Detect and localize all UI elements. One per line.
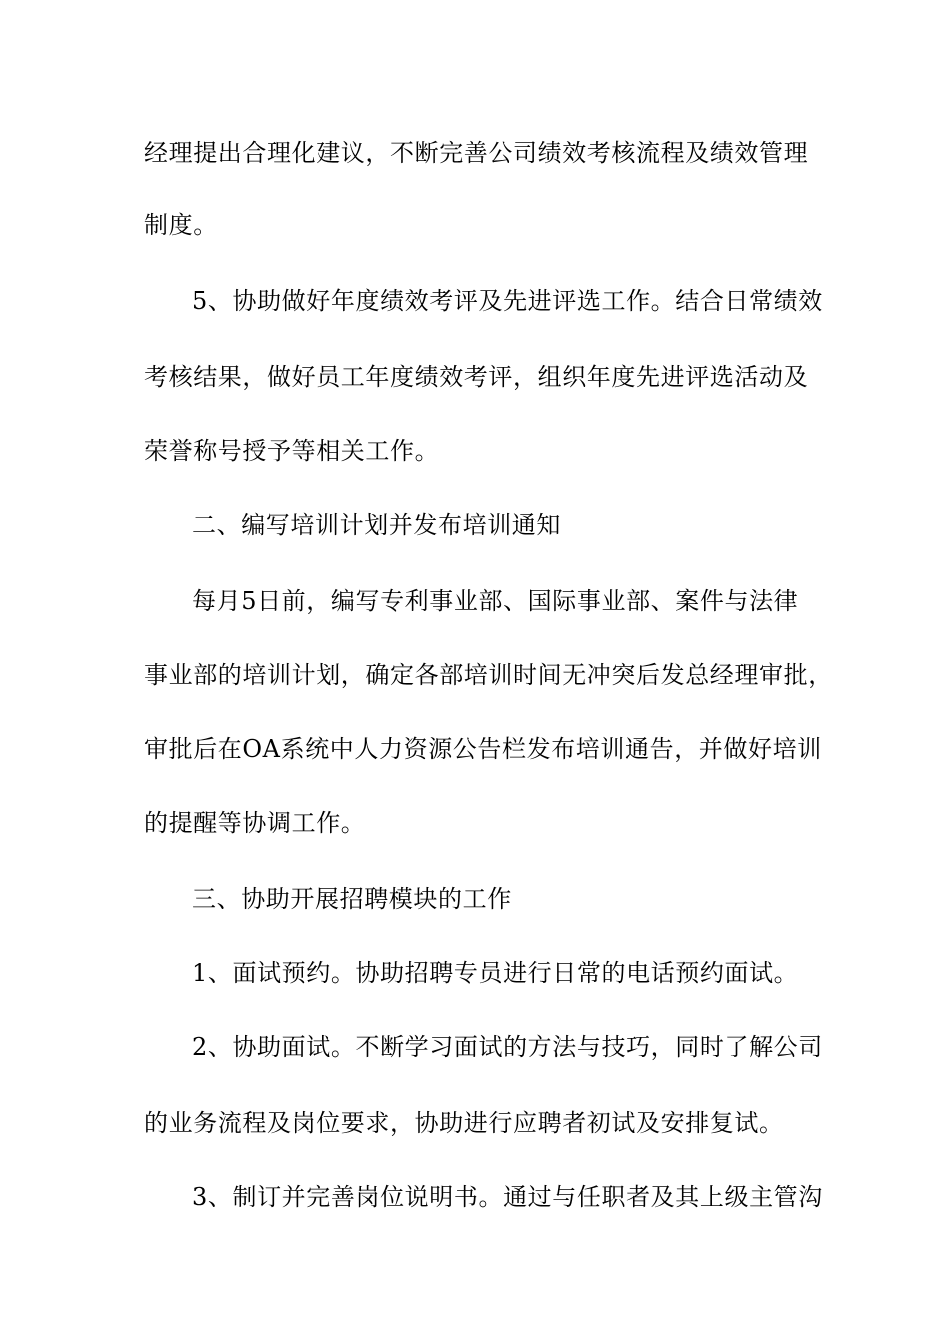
text-line: 5、协助做好年度绩效考评及先进评选工作。结合日常绩效 (192, 287, 823, 315)
text-line: 每月5日前，编写专利事业部、国际事业部、案件与法律 (192, 587, 799, 615)
text-line: 的提醒等协调工作。 (144, 809, 366, 837)
text-line: 2、协助面试。不断学习面试的方法与技巧，同时了解公司 (192, 1033, 823, 1061)
section-heading: 三、协助开展招聘模块的工作 (192, 885, 512, 913)
text-line: 事业部的培训计划，确定各部培训时间无冲突后发总经理审批， (144, 661, 833, 689)
section-heading: 二、编写培训计划并发布培训通知 (192, 511, 561, 539)
text-line: 经理提出合理化建议，不断完善公司绩效考核流程及绩效管理 (144, 139, 809, 167)
text-line: 考核结果，做好员工年度绩效考评，组织年度先进评选活动及 (144, 363, 809, 391)
text-line: 荣誉称号授予等相关工作。 (144, 437, 440, 465)
text-line: 制度。 (144, 211, 218, 239)
text-line: 的业务流程及岗位要求，协助进行应聘者初试及安排复试。 (144, 1109, 784, 1137)
text-line: 3、制订并完善岗位说明书。通过与任职者及其上级主管沟 (192, 1183, 823, 1211)
text-line: 1、面试预约。协助招聘专员进行日常的电话预约面试。 (192, 959, 799, 987)
text-line: 审批后在OA系统中人力资源公告栏发布培训通告，并做好培训 (144, 735, 822, 763)
